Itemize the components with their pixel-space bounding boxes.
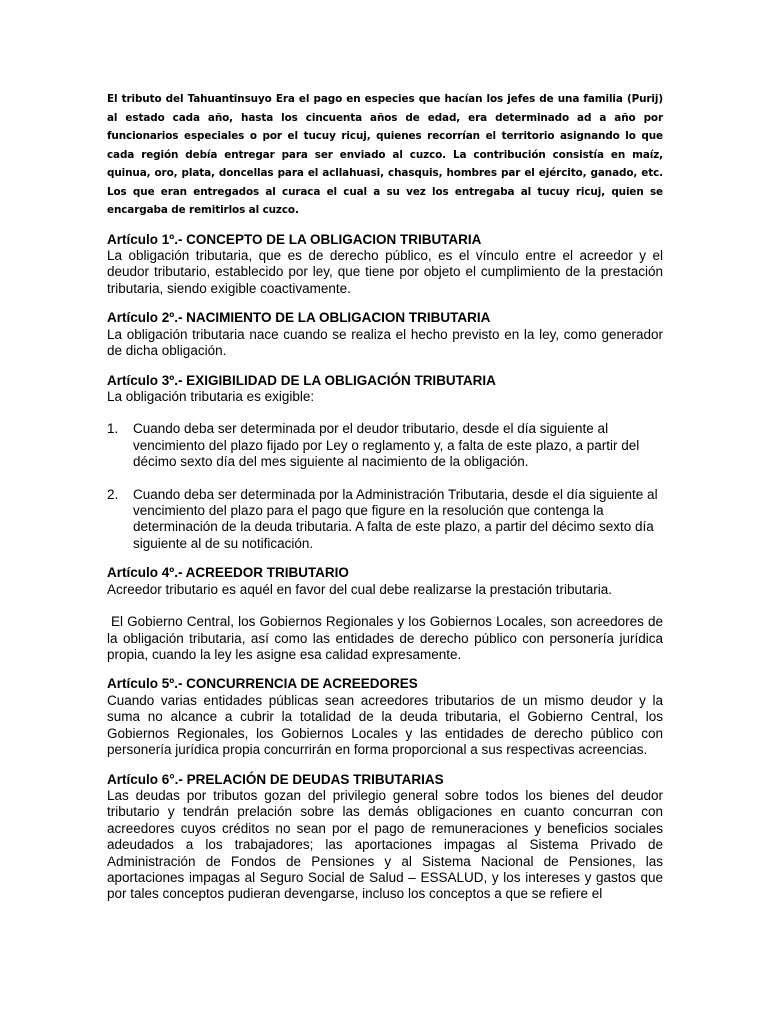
article-title: Artículo 4º.- ACREEDOR TRIBUTARIO (107, 565, 349, 581)
article-title: Artículo 6°.- PRELACIÓN DE DEUDAS TRIBUTARIAS (107, 771, 444, 787)
article-paragraph: El Gobierno Central, los Gobiernos Regionales y los Gobiernos Locales, son acreedores de la obligación tributaria, así como las entidades de derecho público con personería jurídica propia, cuando la ley les asigne esa calidad expresamente. (107, 614, 663, 662)
article-title: Artículo 5º.- CONCURRENCIA DE ACREEDORES (107, 676, 418, 692)
article-paragraph: Acreedor tributario es aquél en favor del cual debe realizarse la prestación tributaria. (107, 581, 613, 597)
article-paragraph: Las deudas por tributos gozan del privilegio general sobre todos los bienes del deudor tributario y tendrán prelación sobre las demás obligaciones en cuanto concurran con acreedores cuyos créditos no sean por el pago de remuneraciones y beneficios sociales adeudados a los trabajadores; las aportaciones impagas al Sistema Privado de Administración de Fondos de Pensiones y al Sistema Nacional de Pensiones, las aportaciones impagas al Seguro Social de Salud – ESSALUD, y los intereses y gastos que por tales conceptos pudieran devengarse, incluso los conceptos a que se refiere el (107, 788, 663, 902)
document-page (107, 90, 663, 916)
list-item (107, 487, 663, 553)
article-3 (107, 373, 663, 553)
list-item (107, 421, 663, 470)
article-title: Artículo 3º.- EXIGIBILIDAD DE LA OBLIGACIÓN TRIBUTARIA (107, 372, 496, 388)
numbered-list (107, 421, 663, 552)
article-6 (107, 772, 663, 903)
article-title: Artículo 2º.- NACIMIENTO DE LA OBLIGACION TRIBUTARIA (107, 310, 491, 326)
article-paragraph: La obligación tributaria es exigible: (107, 389, 315, 405)
list-item-text: Cuando deba ser determinada por el deudor tributario, desde el día siguiente al vencimiento del plazo fijado por Ley o reglamento y, a falta de este plazo, a partir del décimo sexto día del mes siguiente al nacimiento de la obligación. (133, 421, 640, 470)
list-item-text: Cuando deba ser determinada por la Administración Tributaria, desde el día siguiente al vencimiento del plazo para el pago que figure en la resolución que contenga la determinación de la deuda tributaria. A falta de este plazo, a partir del décimo sexto día siguiente al de su notificación. (133, 486, 658, 551)
article-4 (107, 565, 663, 663)
list-item-number: 2. (107, 486, 119, 502)
article-title: Artículo 1º.- CONCEPTO DE LA OBLIGACION TRIBUTARIA (107, 231, 482, 247)
article-paragraph: Cuando varias entidades públicas sean acreedores tributarios de un mismo deudor y la suma no alcance a cubrir la totalidad de la deuda tributaria, el Gobierno Central, los Gobiernos Regionales, los Gobiernos Locales y las entidades de derecho público con personería jurídica propia concurrirán en forma proporcional a sus respectivas acreencias. (107, 692, 663, 758)
article-5 (107, 676, 663, 758)
intro-paragraph: El tributo del Tahuantinsuyo Era el pago en especies que hacían los jefes de una familia (Purij) al estado cada año, hasta los cincuenta años de edad, era determinado ad a año por funcionarios especiales o por el tucuy ricuj, quienes recorrían el territorio asignando lo que cada región debía entregar para ser enviado al cuzco. La contribución consistía en maíz, quinua, oro, plata, doncellas para el acllahuasi, chasquis, hombres par el ejército, ganado, etc. Los que eran entregados al curaca el cual a su vez los entregaba al tucuy ricuj, quien se encargaba de remitirlos al cuzco. (107, 93, 663, 216)
list-item-number: 1. (107, 421, 119, 437)
article-paragraph: La obligación tributaria, que es de derecho público, es el vínculo entre el acreedor y el deudor tributario, establecido por ley, que tiene por objeto el cumplimiento de la prestación tributaria, siendo exigible coactivamente. (107, 248, 663, 296)
article-1 (107, 232, 663, 298)
article-paragraph: La obligación tributaria nace cuando se realiza el hecho previsto en la ley, como generador de dicha obligación. (107, 326, 663, 359)
article-2 (107, 310, 663, 359)
